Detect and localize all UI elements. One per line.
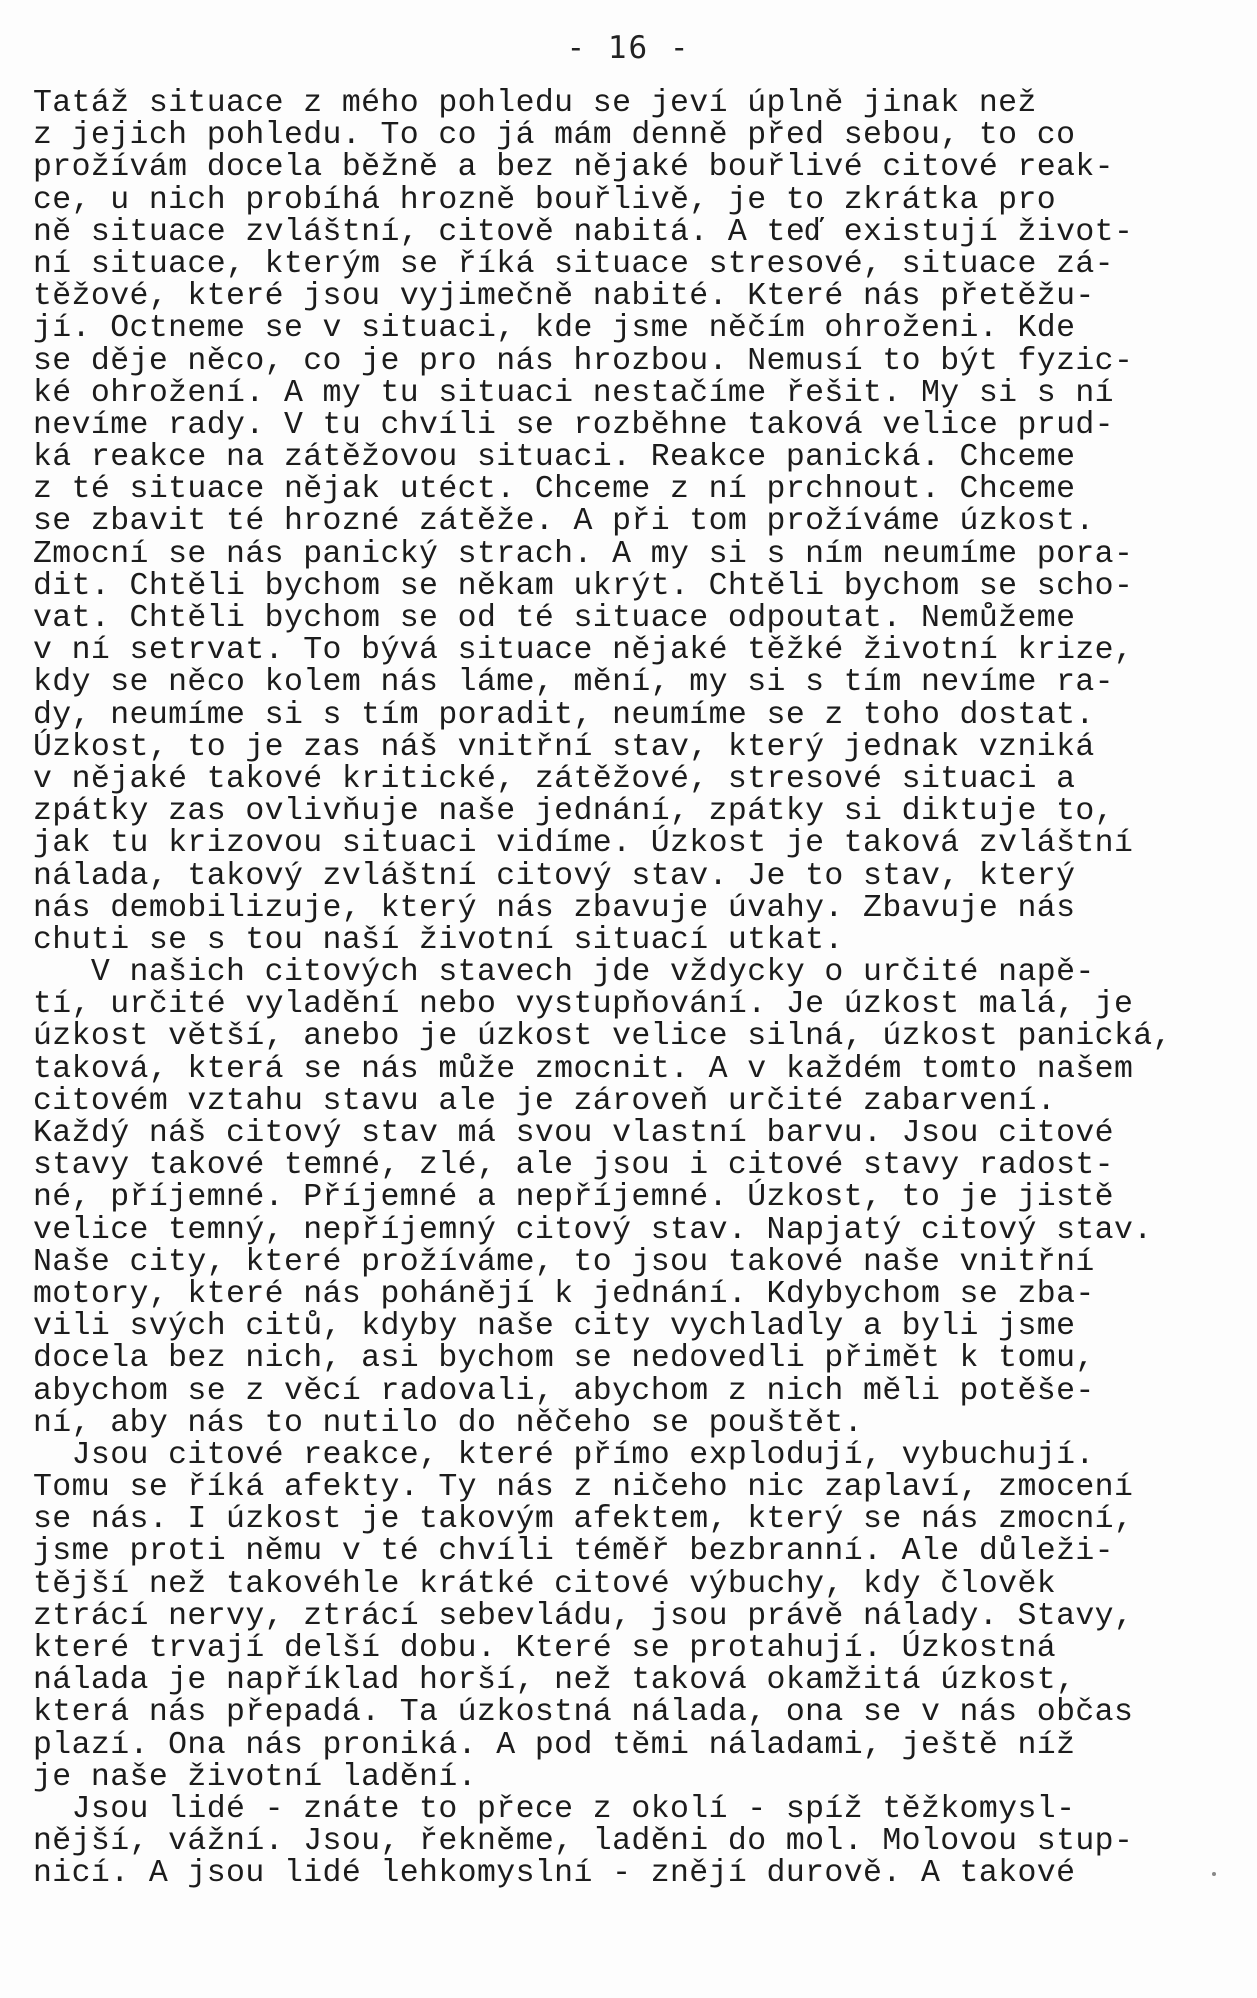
text-line: ní, aby nás to nutilo do něčeho se pouštět.: [33, 1405, 864, 1441]
text-line: se děje něco, co je pro nás hrozbou. Nemusí to být fyzic-: [33, 343, 1134, 379]
text-line: velice temný, nepříjemný citový stav. Napjatý citový stav.: [33, 1212, 1153, 1248]
text-line: Tomu se říká afekty. Ty nás z ničeho nic zaplaví, zmocení: [33, 1470, 1134, 1506]
text-line: těžové, které jsou vyjimečně nabité. Které nás přetěžu-: [33, 279, 1095, 315]
text-line: V našich citových stavech jde vždycky o určité napě-: [33, 955, 1095, 991]
text-line: se zbavit té hrozné zátěže. A při tom prožíváme úzkost.: [33, 504, 1095, 540]
text-line: abychom se z věcí radovali, abychom z nich měli potěše-: [33, 1373, 1095, 1409]
text-line: vat. Chtěli bychom se od té situace odpoutat. Nemůžeme: [33, 601, 1076, 636]
text-line: Jsou citové reakce, které přímo explodují, vybuchují.: [33, 1437, 1095, 1473]
text-line: kdy se něco kolem nás láme, mění, my si s tím nevíme ra-: [33, 665, 1114, 701]
text-line: docela bez nich, asi bychom se nedovedli přimět k tomu,: [33, 1341, 1095, 1377]
text-line: jak tu krizovou situaci vidíme. Úzkost je taková zvláštní: [33, 826, 1134, 862]
text-line: Jsou lidé - znáte to přece z okolí - spíž těžkomysl-: [33, 1791, 1076, 1827]
text-line: chuti se s tou naší životní situací utkat.: [33, 922, 844, 958]
text-line: nější, vážní. Jsou, řekněme, laděni do mol. Molovou stup-: [33, 1824, 1134, 1860]
text-line: ce, u nich probíhá hrozně bouřlivě, je to zkrátka pro: [33, 182, 1057, 218]
text-line: vili svých citů, kdyby naše city vychladly a byli jsme: [33, 1309, 1076, 1345]
text-line: dy, neumíme si s tím poradit, neumíme se z toho dostat.: [33, 697, 1095, 733]
text-line: které trvají delší dobu. Které se protahují. Úzkostná: [33, 1631, 1057, 1666]
text-line: ká reakce na zátěžovou situaci. Reakce panická. Chceme: [33, 440, 1076, 476]
text-line: né, příjemné. Příjemné a nepříjemné. Úzkost, to je jistě: [33, 1180, 1114, 1216]
text-line: v ní setrvat. To bývá situace nějaké těžké životní krize,: [33, 633, 1134, 669]
text-line: tější než takovéhle krátké citové výbuchy, kdy člověk: [33, 1566, 1057, 1602]
text-line: prožívám docela běžně a bez nějaké bouřlivé citové reak-: [33, 150, 1114, 186]
text-line: Zmocní se nás panický strach. A my si s ním neumíme pora-: [33, 536, 1134, 572]
text-line: z té situace nějak utéct. Chceme z ní prchnout. Chceme: [33, 472, 1076, 508]
text-line: taková, která se nás může zmocnit. A v každém tomto našem: [33, 1051, 1134, 1087]
ink-speck: [1212, 1872, 1216, 1876]
text-line: nálada, takový zvláštní citový stav. Je to stav, který: [33, 858, 1076, 894]
text-line: nálada je například horší, než taková okamžitá úzkost,: [33, 1663, 1076, 1699]
text-line: v nějaké takové kritické, zátěžové, stresové situaci a: [33, 761, 1076, 797]
text-line: nevíme rady. V tu chvíli se rozběhne taková velice prud-: [33, 407, 1114, 443]
text-line: Každý náš citový stav má svou vlastní barvu. Jsou citové: [33, 1116, 1114, 1151]
text-line: jsme proti němu v té chvíli téměř bezbranní. Ale důleži-: [33, 1534, 1114, 1570]
text-line: která nás přepadá. Ta úzkostná nálada, ona se v nás občas: [33, 1695, 1134, 1731]
text-line: z jejich pohledu. To co já mám denně před sebou, to co: [33, 118, 1076, 154]
text-line: nás demobilizuje, který nás zbavuje úvahy. Zbavuje nás: [33, 890, 1076, 926]
text-line: nicí. A jsou lidé lehkomyslní - znějí durově. A takové: [33, 1856, 1076, 1892]
text-line: se nás. I úzkost je takovým afektem, který se nás zmocní,: [33, 1502, 1134, 1538]
text-line: dit. Chtěli bychom se někam ukrýt. Chtěli bychom se scho-: [33, 568, 1134, 604]
text-line: ké ohrožení. A my tu situaci nestačíme řešit. My si s ní: [33, 375, 1114, 411]
text-line: ní situace, kterým se říká situace stresové, situace zá-: [33, 246, 1114, 282]
text-line: stavy takové temné, zlé, ale jsou i citové stavy radost-: [33, 1148, 1114, 1184]
text-line: jí. Octneme se v situaci, kde jsme něčím ohroženi. Kde: [33, 311, 1076, 347]
page-body-text: [33, 88, 1243, 1891]
text-line: tí, určité vyladění nebo vystupňování. Je úzkost malá, je: [33, 987, 1134, 1023]
text-line: plazí. Ona nás proniká. A pod těmi náladami, ještě níž: [33, 1727, 1076, 1763]
page-number: - 16 -: [566, 30, 691, 66]
text-line: Naše city, které prožíváme, to jsou takové naše vnitřní: [33, 1244, 1095, 1280]
text-line: Tatáž situace z mého pohledu se jeví úplně jinak než: [33, 86, 1037, 121]
text-line: Úzkost, to je zas náš vnitřní stav, který jednak vzniká: [33, 729, 1095, 765]
text-line: ně situace zvláštní, citově nabitá. A teď existují život-: [33, 214, 1134, 250]
text-line: úzkost větší, anebo je úzkost velice silná, úzkost panická,: [33, 1019, 1172, 1055]
text-line: ztrácí nervy, ztrácí sebevládu, jsou právě nálady. Stavy,: [33, 1598, 1134, 1634]
text-line: motory, které nás pohánějí k jednání. Kdybychom se zba-: [33, 1276, 1095, 1312]
text-line: zpátky zas ovlivňuje naše jednání, zpátky si diktuje to,: [33, 794, 1114, 830]
text-line: je naše životní ladění.: [33, 1759, 477, 1795]
text-line: citovém vztahu stavu ale je zároveň určité zabarvení.: [33, 1083, 1057, 1119]
